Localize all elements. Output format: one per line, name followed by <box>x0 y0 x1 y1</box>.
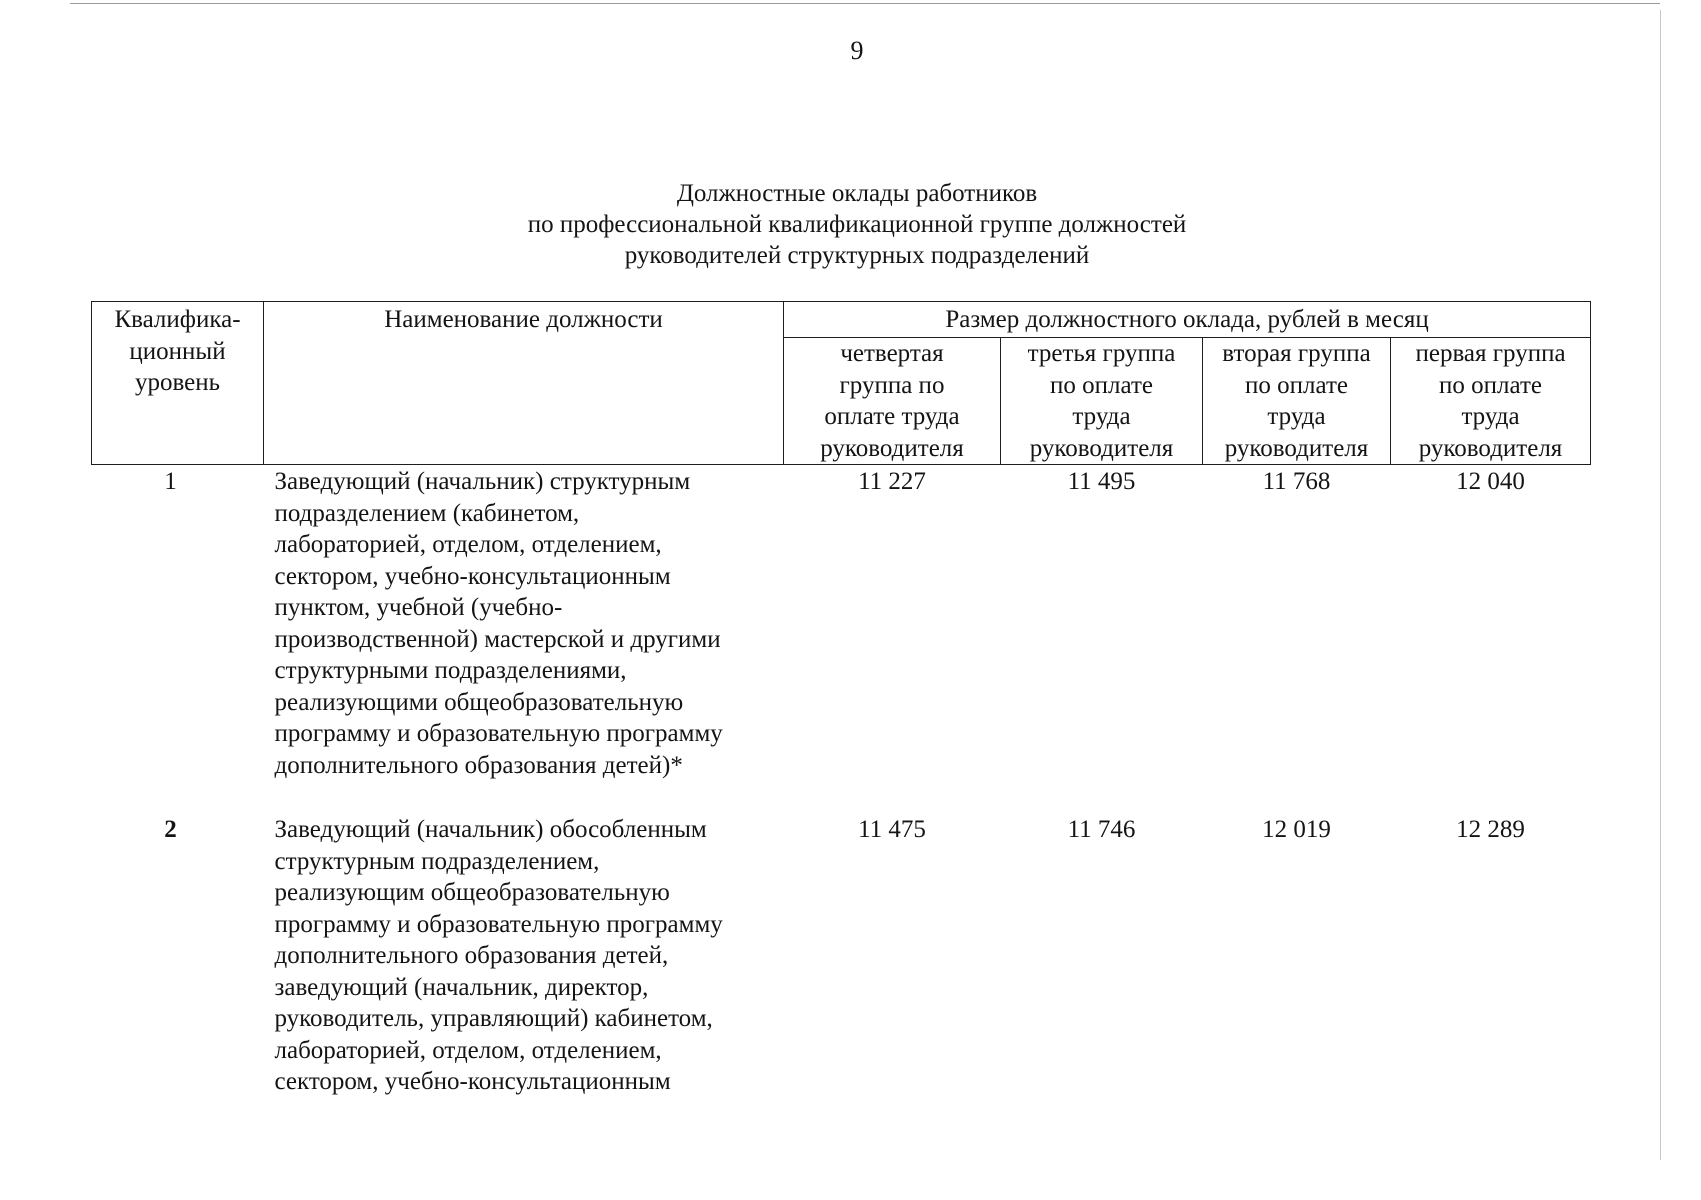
header-group-line: четвертая <box>840 340 944 367</box>
salary-group-2: 12 019 <box>1262 816 1331 843</box>
row-level: 1 <box>164 468 177 495</box>
salary-group-2: 11 768 <box>1262 468 1331 495</box>
header-group-line: труда <box>1072 403 1131 430</box>
position-line: Заведующий (начальник) структурным <box>274 468 691 495</box>
position-line: производственной) мастерской и другими <box>274 625 721 653</box>
header-level-line: ционный <box>129 337 226 365</box>
position-line: заведующий (начальник, директор, <box>274 973 649 1001</box>
position-line: пунктом, учебной (учебно- <box>274 594 563 621</box>
header-group-line: руководителя <box>1029 434 1174 462</box>
document-title-line-1: Должностные оклады работников <box>676 180 1038 207</box>
header-group-line: по оплате <box>1439 371 1542 399</box>
salary-table <box>91 301 1591 1098</box>
position-line: реализующим общеобразовательную <box>274 879 670 906</box>
header-group-line: труда <box>1267 403 1326 430</box>
position-line: программу и образовательную программу <box>274 720 723 747</box>
position-line: лабораторией, отделом, отделением, <box>274 531 662 558</box>
position-line: лабораторией, отделом, отделением, <box>274 1036 662 1064</box>
position-line: реализующими общеобразовательную <box>274 688 684 716</box>
table-row <box>92 814 1591 1098</box>
header-level-line: Квалифика- <box>114 306 241 333</box>
header-group-line: руководителя <box>1418 434 1563 462</box>
header-group-3 <box>1001 338 1203 465</box>
header-group-1 <box>1391 338 1591 465</box>
document-title-line-3: руководителей структурных подразделений <box>624 242 1090 269</box>
table-row <box>92 465 1591 815</box>
position-line: структурными подразделениями, <box>274 657 627 684</box>
row-position <box>264 814 784 1098</box>
position-line: Заведующий (начальник) обособленным <box>274 816 707 843</box>
header-salary-size: Размер должностного оклада, рублей в месяц <box>784 302 1591 338</box>
position-line: дополнительного образования детей, <box>274 942 669 969</box>
page-number: 9 <box>850 36 864 65</box>
header-group-4 <box>784 338 1001 465</box>
header-group-line: труда <box>1461 403 1520 430</box>
header-position-name: Наименование должности <box>264 302 784 465</box>
salary-group-4: 11 475 <box>858 816 926 843</box>
position-line: дополнительного образования детей)* <box>274 751 683 779</box>
position-line: сектором, учебно-консультационным <box>274 1068 671 1095</box>
row-level: 2 <box>164 816 177 843</box>
header-group-line: вторая группа <box>1222 340 1371 367</box>
header-qualification-level <box>92 302 264 465</box>
salary-table-header <box>92 302 1591 465</box>
document-title <box>0 178 1701 271</box>
header-group-line: руководителя <box>1224 434 1369 462</box>
header-level-line: уровень <box>134 369 221 396</box>
document-title-line-2: по профессиональной квалификационной группе должностей <box>527 211 1187 238</box>
header-group-line: первая группа <box>1415 340 1566 367</box>
header-group-line: третья группа <box>1027 340 1176 367</box>
header-group-line: по оплате <box>1050 371 1153 399</box>
header-group-line: группа по <box>839 371 945 399</box>
salary-group-3: 11 746 <box>1067 816 1136 843</box>
header-group-line: руководителя <box>820 434 964 462</box>
position-line: сектором, учебно-консультационным <box>274 562 671 590</box>
header-group-2 <box>1203 338 1391 465</box>
header-group-line: оплате труда <box>824 403 960 430</box>
row-position <box>264 465 784 815</box>
salary-group-1: 12 040 <box>1456 468 1525 495</box>
salary-group-4: 11 227 <box>858 468 926 495</box>
position-line: программу и образовательную программу <box>274 910 723 938</box>
position-line: структурным подразделением, <box>274 847 600 875</box>
position-line: подразделением (кабинетом, <box>274 499 580 527</box>
position-line: руководитель, управляющий) кабинетом, <box>274 1005 713 1032</box>
scan-edge-top <box>70 3 1660 4</box>
salary-group-3: 11 495 <box>1067 468 1136 495</box>
salary-group-1: 12 289 <box>1456 816 1525 843</box>
header-group-line: по оплате <box>1245 371 1348 399</box>
